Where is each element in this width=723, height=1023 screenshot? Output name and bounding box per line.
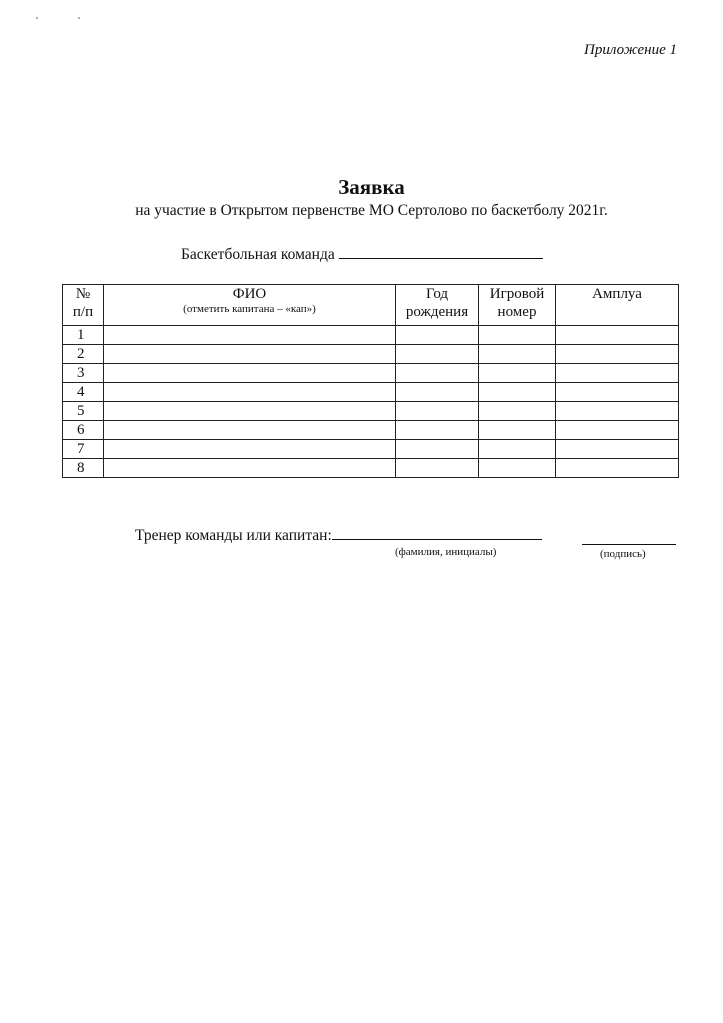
player-number-cell[interactable] <box>479 421 556 440</box>
row-number: 7 <box>63 440 104 459</box>
birth-year-cell[interactable] <box>396 440 479 459</box>
appendix-label: Приложение 1 <box>584 42 677 58</box>
trainer-name-input-line[interactable] <box>332 525 542 540</box>
birth-year-cell[interactable] <box>396 402 479 421</box>
role-cell[interactable] <box>556 421 679 440</box>
role-cell[interactable] <box>556 345 679 364</box>
birth-year-cell[interactable] <box>396 459 479 478</box>
roster-table <box>62 284 679 478</box>
table-row <box>63 326 679 345</box>
player-number-cell[interactable] <box>479 440 556 459</box>
role-cell[interactable] <box>556 364 679 383</box>
row-number: 3 <box>63 364 104 383</box>
header-player-number: Игровой номер <box>479 285 556 326</box>
table-row <box>63 459 679 478</box>
player-number-cell[interactable] <box>479 364 556 383</box>
player-number-cell[interactable] <box>479 459 556 478</box>
scan-speck <box>78 17 80 19</box>
team-name-input-line[interactable] <box>339 244 543 259</box>
document-subtitle: на участие в Открытом первенстве МО Сертолово по баскетболу 2021г. <box>135 202 608 219</box>
table-row <box>63 383 679 402</box>
player-number-cell[interactable] <box>479 383 556 402</box>
name-cell[interactable] <box>104 402 396 421</box>
name-cell[interactable] <box>104 440 396 459</box>
header-name: ФИО (отметить капитана – «кап») <box>104 285 396 326</box>
table-row <box>63 364 679 383</box>
document-title: Заявка <box>338 175 405 199</box>
role-cell[interactable] <box>556 402 679 421</box>
name-cell[interactable] <box>104 383 396 402</box>
birth-year-cell[interactable] <box>396 364 479 383</box>
table-row <box>63 345 679 364</box>
birth-year-cell[interactable] <box>396 345 479 364</box>
header-name-note: (отметить капитана – «кап») <box>183 303 316 315</box>
table-header-row <box>63 285 679 326</box>
role-cell[interactable] <box>556 383 679 402</box>
birth-year-cell[interactable] <box>396 383 479 402</box>
header-num: № п/п <box>63 285 104 326</box>
name-cell[interactable] <box>104 364 396 383</box>
player-number-cell[interactable] <box>479 326 556 345</box>
birth-year-cell[interactable] <box>396 421 479 440</box>
caption-signature: (подпись) <box>600 548 646 560</box>
team-field <box>181 244 543 264</box>
header-role: Амплуа <box>556 285 679 326</box>
table-row <box>63 402 679 421</box>
row-number: 1 <box>63 326 104 345</box>
role-cell[interactable] <box>556 440 679 459</box>
team-label: Баскетбольная команда <box>181 246 335 263</box>
row-number: 6 <box>63 421 104 440</box>
birth-year-cell[interactable] <box>396 326 479 345</box>
row-number: 8 <box>63 459 104 478</box>
role-cell[interactable] <box>556 326 679 345</box>
row-number: 4 <box>63 383 104 402</box>
name-cell[interactable] <box>104 326 396 345</box>
name-cell[interactable] <box>104 345 396 364</box>
player-number-cell[interactable] <box>479 402 556 421</box>
table-row <box>63 421 679 440</box>
row-number: 2 <box>63 345 104 364</box>
caption-name: (фамилия, инициалы) <box>395 546 497 558</box>
trainer-label: Тренер команды или капитан: <box>135 527 332 544</box>
signature-input-line[interactable] <box>582 544 676 545</box>
role-cell[interactable] <box>556 459 679 478</box>
trainer-field <box>135 525 542 545</box>
table-row <box>63 440 679 459</box>
row-number: 5 <box>63 402 104 421</box>
header-birth-year: Год рождения <box>396 285 479 326</box>
name-cell[interactable] <box>104 421 396 440</box>
name-cell[interactable] <box>104 459 396 478</box>
player-number-cell[interactable] <box>479 345 556 364</box>
scan-speck <box>36 17 38 19</box>
